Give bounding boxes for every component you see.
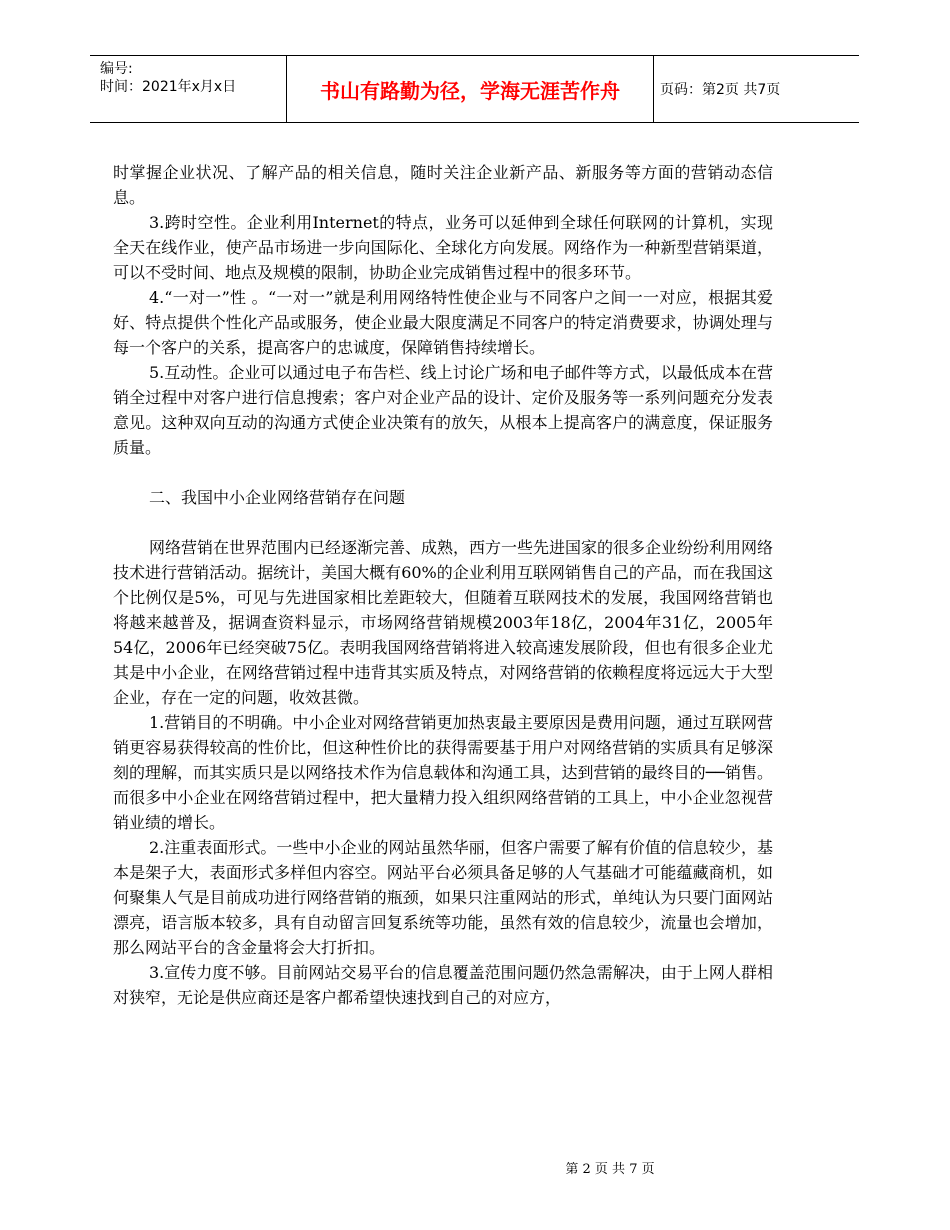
paragraph: 1.营销目的不明确。中小企业对网络营销更加热衷最主要原因是费用问题，通过互联网营销更容易获得较高的性价比，但这种性价比的获得需要基于用户对网络营销的实质具有足够深刻的理解，而其实质只是以网络技术作为信息载体和沟通工具，达到营销的最终目的──销售。而很多中小企业在网络营销过程中，把大量精力投入组织网络营销的工具上，中小企业忽视营销业绩的增长。 [113, 713, 773, 832]
page-footer [0, 1158, 950, 1177]
paragraph: 3.跨时空性。企业利用Internet的特点，业务可以延伸到全球任何联网的计算机，实现全天在线作业，使产品市场进一步向国际化、全球化方向发展。网络作为一种新型营销渠道，可以不受时间、地点及规模的限制，协助企业完成销售过程中的很多环节。 [113, 213, 773, 282]
header-motto: 书山有路勤为径，学海无涯苦作舟 [287, 56, 654, 122]
paragraph: 时掌握企业状况、了解产品的相关信息，随时关注企业新产品、新服务等方面的营销动态信息。 [113, 163, 773, 207]
page-header [90, 55, 859, 123]
section-heading: 二、我国中小企业网络营销存在问题 [149, 488, 406, 507]
document-body [113, 160, 773, 1010]
paragraph: 3.宣传力度不够。目前网站交易平台的信息覆盖范围问题仍然急需解决，由于上网人群相对狭窄，无论是供应商还是客户都希望快速找到自己的对应方， [113, 963, 773, 1007]
paragraph: 5.互动性。企业可以通过电子布告栏、线上讨论广场和电子邮件等方式，以最低成本在营销全过程中对客户进行信息搜索；客户对企业产品的设计、定价及服务等一系列问题充分发表意见。这种双向互动的沟通方式使企业决策有的放矢，从根本上提高客户的满意度，保证服务质量。 [113, 363, 773, 457]
paragraph: 2.注重表面形式。一些中小企业的网站虽然华丽，但客户需要了解有价值的信息较少，基本是架子大，表面形式多样但内容空。网站平台必须具备足够的人气基础才可能蕴藏商机，如何聚集人气是目前成功进行网络营销的瓶颈，如果只注重网站的形式，单纯认为只要门面网站漂亮，语言版本较多，具有自动留言回复系统等功能，虽然有效的信息较少，流量也会增加，那么网站平台的含金量将会大打折扣。 [113, 838, 773, 957]
time-label: 时间：2021年x月x日 [100, 79, 237, 95]
header-page-info: 页码：第2页 共7页 [660, 82, 781, 98]
number-label: 编号: [100, 61, 133, 77]
paragraph: 4.“一对一”性 。“一对一”就是利用网络特性使企业与不同客户之间一一对应，根据其爱好、特点提供个性化产品或服务，使企业最大限度满足不同客户的特定消费要求，协调处理与每一个客户的关系，提高客户的忠诚度，保障销售持续增长。 [113, 288, 773, 357]
footer-page-number: 第 2 页 共 7 页 [565, 1162, 655, 1177]
header-meta [90, 56, 287, 122]
paragraph: 网络营销在世界范围内已经逐渐完善、成熟，西方一些先进国家的很多企业纷纷利用网络技术进行营销活动。据统计，美国大概有60%的企业利用互联网销售自己的产品，而在我国这个比例仅是5%，可见与先进国家相比差距较大，但随着互联网技术的发展，我国网络营销也将越来越普及，据调查资料显示，市场网络营销规模2003年18亿，2004年31亿，2005年54亿，2006年已经突破75亿。表明我国网络营销将进入较高速发展阶段，但也有很多企业尤其是中小企业，在网络营销过程中违背其实质及特点，对网络营销的依赖程度将远远大于大型企业，存在一定的问题，收效甚微。 [113, 538, 774, 707]
